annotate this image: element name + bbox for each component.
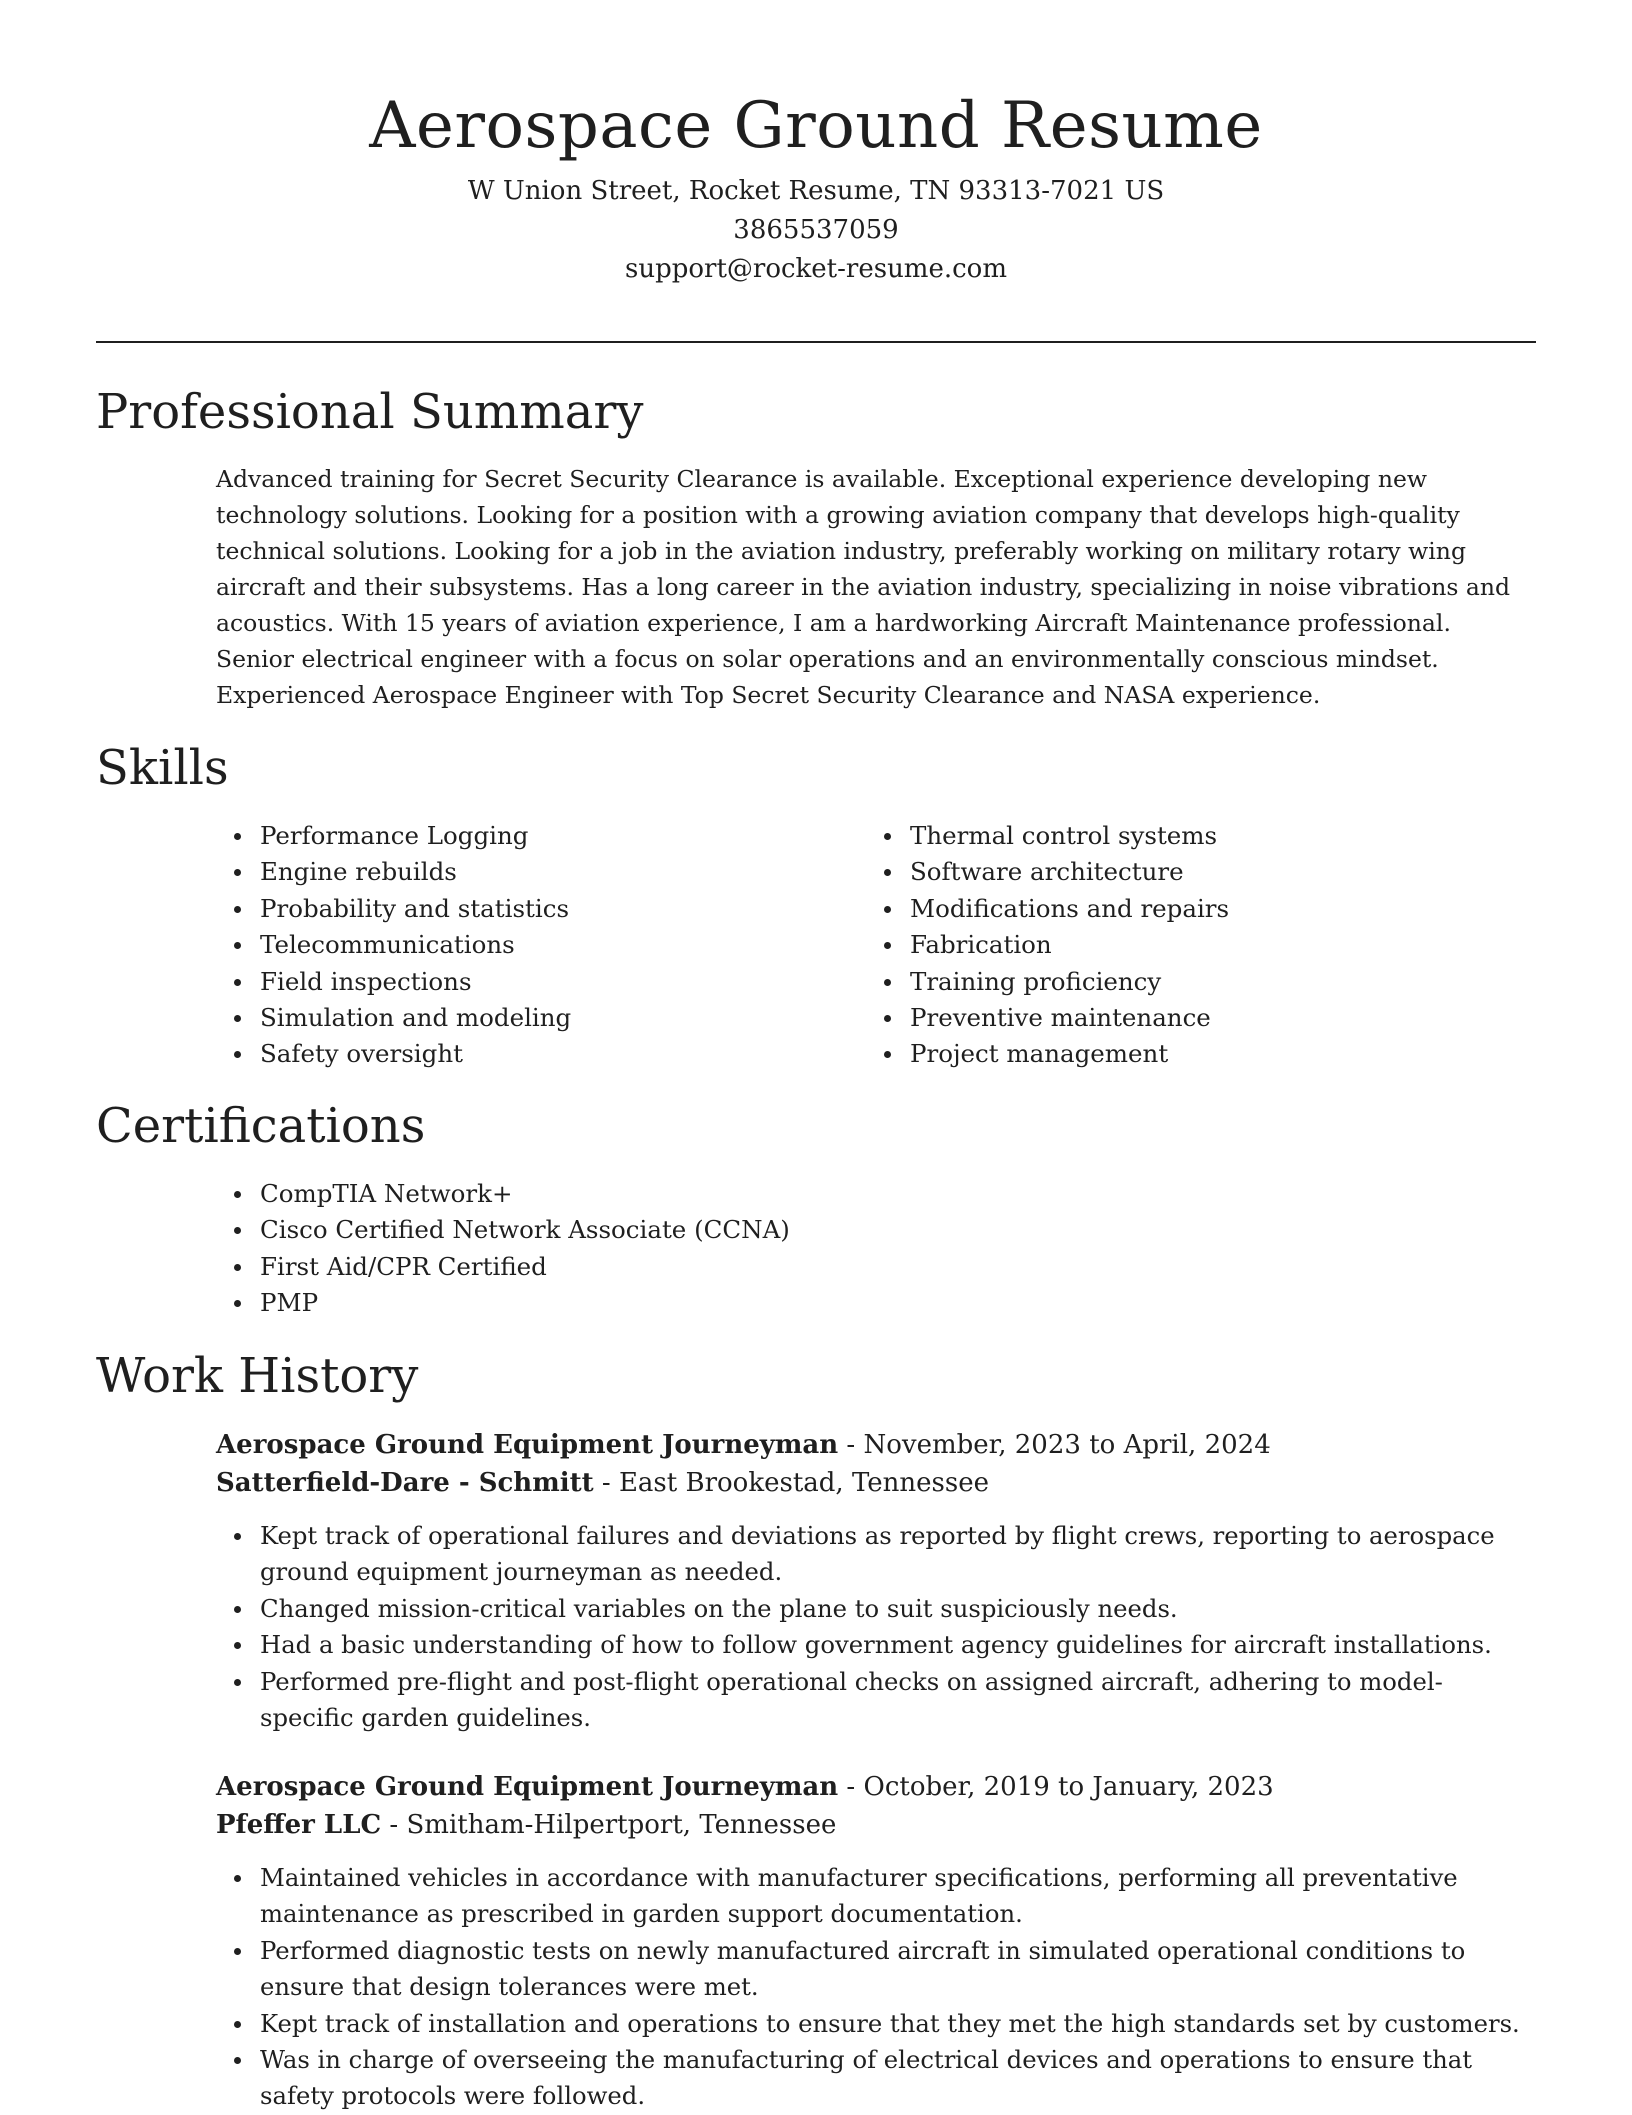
certifications-list [216, 1176, 1316, 1322]
certification-item: PMP [216, 1285, 1316, 1321]
skill-item: Field inspections [216, 964, 836, 1000]
skill-item: Software architecture [866, 854, 1486, 890]
job-company-line [216, 1806, 1536, 1844]
summary-heading: Professional Summary [96, 384, 644, 440]
email: support@rocket-resume.com [624, 254, 1007, 284]
job-location: East Brookestad, Tennessee [618, 1468, 989, 1498]
job-title-line [216, 1768, 1536, 1806]
job-dates: November, 2023 to April, 2024 [863, 1430, 1271, 1460]
job-bullet: Changed mission-critical variables on the plane to suit suspiciously needs. [216, 1591, 1536, 1627]
address: W Union Street, Rocket Resume, TN 93313-7021 US [467, 176, 1165, 206]
job-title-line [216, 1426, 1536, 1464]
job-bullet: Kept track of operational failures and deviations as reported by flight crews, reporting to aerospace ground equipment journeyman as needed. [216, 1518, 1536, 1591]
skill-item: Thermal control systems [866, 818, 1486, 854]
skill-item: Project management [866, 1036, 1486, 1072]
phone: 3865537059 [733, 215, 899, 245]
skills-column-left [216, 818, 836, 1073]
skill-item: Probability and statistics [216, 891, 836, 927]
job-bullet: Was in charge of overseeing the manufacturing of electrical devices and operations to ensure that safety protocols were followed. [216, 2042, 1536, 2115]
skill-item: Modifications and repairs [866, 891, 1486, 927]
job-title: Aerospace Ground Equipment Journeyman [216, 1430, 839, 1460]
certifications-heading: Certifications [96, 1098, 426, 1154]
job-company: Pfeffer LLC [216, 1810, 382, 1840]
job-bullet: Performed pre-flight and post-flight operational checks on assigned aircraft, adhering to model-specific garden guidelines. [216, 1664, 1536, 1737]
separator: - [838, 1430, 864, 1460]
certification-item: First Aid/CPR Certified [216, 1249, 1316, 1285]
certification-item: Cisco Certified Network Associate (CCNA) [216, 1212, 1316, 1248]
resume-header [0, 80, 1632, 289]
skill-item: Engine rebuilds [216, 854, 836, 890]
certification-item: CompTIA Network+ [216, 1176, 1316, 1212]
skill-item: Preventive maintenance [866, 1000, 1486, 1036]
job-title: Aerospace Ground Equipment Journeyman [216, 1772, 839, 1802]
work-history-heading: Work History [96, 1348, 419, 1404]
skills-column-right [866, 818, 1486, 1073]
job-bullets [216, 1518, 1536, 1736]
job-bullet: Performed diagnostic tests on newly manufactured aircraft in simulated operational conditions to ensure that design tolerances were met. [216, 1933, 1536, 2006]
skill-item: Simulation and modeling [216, 1000, 836, 1036]
job-bullets [216, 1860, 1536, 2115]
job-company-line [216, 1464, 1536, 1502]
job-bullet: Had a basic understanding of how to follow government agency guidelines for aircraft installations. [216, 1627, 1536, 1663]
summary-text: Advanced training for Secret Security Clearance is available. Exceptional experience developing new technology solutions. Looking for a position with a growing aviation company that develops high-quality technical solutions. Looking for a job in the aviation industry, preferably working on military rotary wing aircraft and their subsystems. Has a long career in the aviation industry, specializing in noise vibrations and acoustics. With 15 years of aviation experience, I am a hardworking Aircraft Maintenance professional. Senior electrical engineer with a focus on solar operations and an environmentally conscious mindset. Experienced Aerospace Engineer with Top Secret Security Clearance and NASA experience. [216, 465, 1511, 709]
job-company: Satterfield-Dare - Schmitt [216, 1468, 594, 1498]
job-dates: October, 2019 to January, 2023 [863, 1772, 1274, 1802]
skill-item: Fabrication [866, 927, 1486, 963]
separator: - [593, 1468, 619, 1498]
header-divider [96, 341, 1536, 343]
job-entry [216, 1426, 1536, 1736]
skill-item: Telecommunications [216, 927, 836, 963]
separator: - [381, 1810, 407, 1840]
skill-item: Safety oversight [216, 1036, 836, 1072]
resume-name: Aerospace Ground Resume [369, 89, 1263, 163]
job-location: Smitham-Hilpertport, Tennessee [406, 1810, 837, 1840]
job-bullet: Kept track of installation and operations to ensure that they met the high standards set by customers. [216, 2006, 1536, 2042]
separator: - [838, 1772, 864, 1802]
job-bullet: Maintained vehicles in accordance with manufacturer specifications, performing all preventative maintenance as prescribed in garden support documentation. [216, 1860, 1536, 1933]
skills-heading: Skills [96, 740, 229, 796]
skill-item: Performance Logging [216, 818, 836, 854]
skill-item: Training proficiency [866, 964, 1486, 1000]
job-entry [216, 1768, 1536, 2115]
